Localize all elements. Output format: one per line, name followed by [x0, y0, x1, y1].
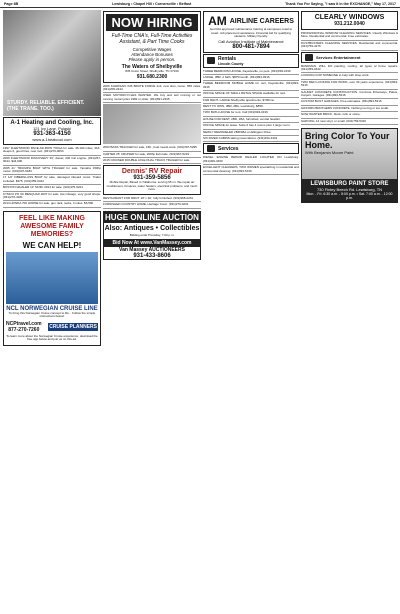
- classified-ad: LOOKING FOR SOMEONE to help with shop work.: [301, 73, 398, 79]
- paint-title: Bring Color To Your Home.: [305, 131, 390, 151]
- classified-ad: 2005 21' TRIUMPH BOAT WITH TRAILER for sale. Yamaha 150hp motor. (931)607-9183: [3, 166, 101, 176]
- clearly-windows-ad: [301, 11, 398, 30]
- page-number: Page 8B: [4, 1, 19, 6]
- rv-text: Mobile Repair, Based in Tullahoma, serving 65 mi. We repair air conditioners, furnaces, water heaters, electrical problems, and much more.: [106, 180, 198, 192]
- ncl-web[interactable]: NCPtravel.com: [6, 320, 42, 327]
- paint-subtitle: With Benjamin Moore Paint: [305, 150, 354, 156]
- vanmassey-logo: Van Massey AUCTIONEERS: [119, 247, 185, 254]
- classified-ad: SIX RIVER CABINS taking reservations. (931)294-4344: [203, 136, 299, 142]
- heating-name: A-1 Heating and Cooling, Inc.: [10, 120, 94, 126]
- classified-ad: HOUSE FOR RENT, 2BD, 1BA, furnished, central heat/air.: [203, 117, 299, 123]
- cruise-title: FEEL LIKE MAKING AWESOME FAMILY MEMORIES?: [19, 214, 85, 238]
- cruise-app-text: To learn more about the Norwegian Cruise experience, download the free app below and join us on this ad.: [6, 333, 98, 342]
- trane-ad-photo: [3, 10, 101, 116]
- classified-ad: 2003 BASS TRACKER for sale, 16ft., boat needs work. (931)397-5295: [103, 145, 201, 151]
- paint-store-ad: [301, 128, 398, 203]
- classified-ad: NOW WANTED BRICK, block, rock or stone.: [301, 112, 398, 118]
- classified-ad: USED MOTORCYCLES WANTED. We buy and sell running or not running motorcycles 1982 or older. (931)691-2305: [103, 93, 201, 103]
- classified-ad: THREE BEDROOM HOUSE, Fayetteville, no pets. (931)993-0316: [203, 69, 299, 75]
- heating-phone: 931-363-4150: [33, 131, 71, 137]
- hiring-title: NOW HIRING: [106, 14, 198, 31]
- classified-ad: SAW MILL 14 new vinyl, or small. (931)759-5316: [301, 119, 398, 125]
- classified-ad: CARTER 25' CRUISER for sale, 200hp Evinrude. (931)967-5219: [103, 152, 201, 158]
- section-services-entertainment: [301, 52, 398, 63]
- classified-ad: LARGE, 3BR, 2 bath. $875/month. (931)993-0316: [203, 75, 299, 81]
- cruise-ad: [3, 211, 101, 346]
- section-rentals: [203, 54, 299, 68]
- column-2: [103, 10, 201, 610]
- classified-ad: DUSTBUSTERS CLEANING SERVICES. Residential and commercial. (931)759-4276: [301, 41, 398, 51]
- classified-ad: FOR RENT, LARGE Shelbyville apartments, $700/mo.: [203, 98, 299, 104]
- hiring-subtitle: Full-Time CNA's, Full-Time Activities Assistant, & Part Time Cooks: [111, 33, 193, 45]
- services-entertainment-title: Services Entertainment: [316, 54, 361, 60]
- classified-ad: THREE BEDROOM MOBILE HOME for rent, Fayetteville. (931)993-0316: [203, 81, 299, 91]
- hiring-bullet: Competitive Wages: [132, 47, 172, 52]
- classified-ad: 2006 KAWASAKI 636 BRUTE FORCE 4x4, new tires, camo, 650 miles. (931)205-2444: [103, 84, 201, 94]
- classified-ad: BANDMAN. WILL DO painting, roofing, all types of home repairs. (931)359-0442: [301, 64, 398, 74]
- shelbyville-name: The Waters of Shelbyville: [121, 64, 183, 70]
- page-header: [0, 0, 400, 8]
- clearly-windows-phone: 931.212.0040: [334, 21, 365, 27]
- section-services: [203, 143, 299, 154]
- rentals-subtitle: Lincoln County: [218, 61, 244, 66]
- classified-ad: OFFICE SPACE OF SMALL RETAIL SPACE available for rent.: [203, 91, 299, 97]
- rv-repair-ad: [103, 165, 201, 195]
- hiring-apply: Please apply in person.: [128, 57, 176, 62]
- shelbyville-address: 835 Union Street, Shelbyville, TN 37160: [125, 69, 179, 73]
- aviation-ad: [203, 11, 299, 53]
- wrench-icon: [207, 145, 215, 152]
- vanmassey-phone: 931-433-8606: [133, 253, 171, 260]
- paper-towns: Lewisburg • Chapel Hill • Cornersville • Belfast: [112, 1, 192, 6]
- classified-ad: PROFESSIONAL WINDOW CLEANING SERVICES. Clearly Windows & More. Residential and commercial. Free estimates.: [301, 31, 398, 41]
- cruise-subtitle: WE CAN HELP!: [22, 240, 82, 250]
- boat-photo: [103, 104, 201, 144]
- heating-ad: [3, 117, 101, 145]
- paint-store-address: 730 Finley Beech Rd. Lewisburg, TN: [316, 187, 383, 193]
- aim-call: Call Aviation Institute of Maintenance: [218, 38, 284, 44]
- paint-store-name: LEWISBURG PAINT STORE: [310, 181, 389, 188]
- rv-phone: 931-359-5856: [133, 175, 171, 182]
- hiring-ad: [103, 11, 201, 83]
- aim-text: Get FAA approved maintenance training at campuses coast to coast. Job placement assistance. Financial Aid for qualifying students. Military friendly.: [209, 27, 293, 38]
- paint-photo: [302, 129, 397, 179]
- classified-ad: CUSTOM BUILT GARAGES. Free estimates. (931)993-5316: [301, 99, 398, 105]
- classified-ad: KYMCO PO 6C BENQUAD 2007 for sale, low mileage, very good shape. (931)270-4181: [3, 192, 101, 202]
- classified-ad: NEWLY REMODELED 2BR/1BA on Ellington Drive.: [203, 130, 299, 136]
- wrench-icon: [305, 54, 313, 61]
- cruise-planners-logo: CRUISE PLANNERS: [49, 323, 97, 330]
- ncl-logo: NCL NORWEGIAN CRUISE LINE: [6, 305, 98, 312]
- rentals-title: Rentals: [218, 55, 237, 62]
- column-1: [3, 10, 101, 610]
- page-date: Thank You For Saying, "I saw it in the EXCHANGE," May 17, 2017: [285, 1, 396, 6]
- auction-ad: [103, 211, 201, 261]
- heating-address: 121 Ivy Lane, Pulaski: [32, 126, 72, 131]
- trane-caption: STURDY. RELIABLE. EFFICIENT. (THE TRANE. TOO.): [7, 100, 85, 112]
- classified-ad: EXCELLENT CLEANERS, TWO WOMEN specializing in residential and commercial cleaning. (931)993-5316: [203, 165, 299, 175]
- clearly-windows-logo: CLEARLY WINDOWS: [314, 14, 385, 21]
- classified-ad: TWO BATH HOUSE for rent. Call (931)993-0316: [203, 110, 299, 116]
- paint-store-hours: Mon. - Fri. 6:30 a.m. - 5:00 p.m. • Sat. 7:00 a.m. - 12:00 p.m.: [306, 192, 393, 201]
- hiring-bullet: Attendance Bonuses: [131, 52, 173, 57]
- classified-ad: TWO MEN LOOKING FOR WORK, over 30 years experience. (931)993-5316: [301, 80, 398, 90]
- aim-logo: AM: [208, 14, 227, 28]
- column-3: [203, 10, 299, 610]
- services-title: Services: [218, 145, 239, 152]
- classified-ad: BOSTON WHALER 13' SKIFF 2014 for sale. (931)375-6224: [3, 185, 101, 191]
- shelbyville-phone: 931.680.2300: [136, 73, 168, 80]
- classified-ad: 2006 FLEETWOOD DISCOVERY 39', diesel, 330 Cat engine. (931)267-0044. $44,900: [3, 156, 101, 166]
- auction-detail: Bidding ends Thursday, 7:00 p.m.: [129, 232, 175, 237]
- aim-title: AIRLINE CAREERS: [229, 17, 294, 25]
- classified-ad: RESTAURANT FOR RENT. 18' x 40', fully furnished. (931)968-2201: [103, 196, 201, 202]
- auction-title: HUGE ONLINE AUCTION: [105, 212, 199, 222]
- house-icon: [207, 57, 215, 64]
- classified-ad: FURNISHED COUNTRY HOME, Heritage Court. (931)270-0201: [103, 202, 201, 208]
- classified-ad: GAUDET CONCRETE CONSTRUCTION. Concrete Driveways, Patios, Carport, Garages. (931)993-5316: [301, 90, 398, 100]
- classified-ad: DIESEL ENGINE REPAIR DEALER LOCATED ON Lewisburg. (931)300-3400: [203, 155, 299, 165]
- cruise-photo: [6, 252, 98, 304]
- aim-phone: 800-481-7894: [232, 43, 270, 50]
- classified-ad: RENT TO OWN, 3BR, 2BA, Lewisburg, $850.: [203, 104, 299, 110]
- classified-ad: GIFFORD BROTHERS CONCRETE. Nothing too big or too small.: [301, 106, 398, 112]
- auction-bid-link[interactable]: Bid Now At www.VanMassey.com: [104, 239, 200, 247]
- rv-title: Dennis' RV Repair: [121, 168, 183, 176]
- classified-ad: 17 1/2' FIBERGLASS BOAT for sale, damaged inboard motor. Trailer included. $375. (931)359-0442: [3, 175, 101, 185]
- classified-ad: 2015 CRUISER DOUBLE AXLE DUAL TRACK TRAILER for sale.: [103, 158, 201, 164]
- column-4: [301, 10, 398, 610]
- ncl-phone: 877-270-7260: [8, 326, 40, 333]
- classified-ad: 1997 FLEETWOOD PACE AR-ROW TIOGA for sale. 46,100 miles, 31ft., sleeps 6, good tires, new roof. (931)270-0054: [3, 146, 101, 156]
- ncl-text: To bring this Norwegian Cruise concept to life... Follow the simple instructions below!: [8, 310, 96, 319]
- auction-subtitle: Also: Antiques • Collectibles: [104, 224, 200, 232]
- heating-web[interactable]: www.a-1heatcool.com: [32, 137, 72, 142]
- classified-ad: 2014 HONDA 700 HORSE for sale, gun rack, racks, 4 miles. $6,500: [3, 201, 101, 207]
- classified-ad: OFFICE SPACE for lease. Suite 6 has 4 rooms plus 1 large room.: [203, 123, 299, 129]
